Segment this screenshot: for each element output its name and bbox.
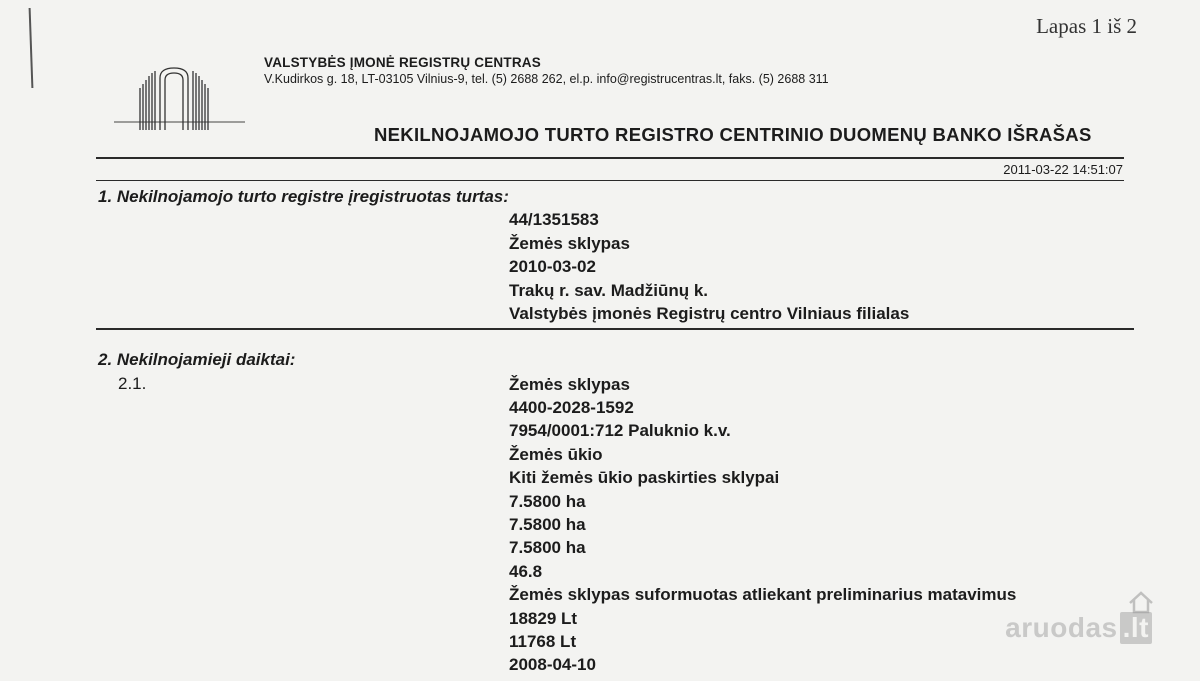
field-value: Kiti žemės ūkio paskirties sklypai bbox=[509, 468, 780, 488]
margin-pen-mark bbox=[29, 8, 34, 88]
document-title: NEKILNOJAMOJO TURTO REGISTRO CENTRINIO DUOMENŲ BANKO IŠRAŠAS bbox=[374, 124, 1092, 145]
field-value: Trakų r. sav. Madžiūnų k. bbox=[509, 280, 709, 300]
item-title: Žemės sklypas bbox=[509, 375, 630, 394]
page-counter: Lapas 1 iš 2 bbox=[1036, 14, 1137, 38]
field-value: Žemės sklypas bbox=[509, 233, 630, 253]
field-value: Žemės ūkio bbox=[509, 444, 603, 464]
field-value: 2010-03-02 bbox=[509, 257, 596, 276]
watermark-text: aruodas bbox=[1005, 612, 1118, 643]
organization-contacts: V.Kudirkos g. 18, LT-03105 Vilnius-9, tel. (5) 2688 262, el.p. info@registrucentras.lt, faks. (5) 2688 311 bbox=[264, 72, 829, 86]
field-value: 18829 Lt bbox=[509, 608, 578, 628]
field-value: 11768 Lt bbox=[509, 632, 577, 651]
field-value: 4400-2028-1592 bbox=[509, 398, 634, 417]
field-value: Valstybės įmonės Registrų centro Vilniaus filialas bbox=[509, 304, 910, 323]
field-value: 7.5800 ha bbox=[509, 491, 586, 511]
extract-timestamp: 2011-03-22 14:51:07 bbox=[1003, 162, 1123, 177]
field-value: 7.5800 ha bbox=[509, 538, 586, 558]
section-divider bbox=[96, 328, 1134, 330]
field-value: 44/1351583 bbox=[509, 210, 599, 229]
field-value: 7954/0001:712 Paluknio k.v. bbox=[509, 421, 731, 441]
section-1-heading: 1. Nekilnojamojo turto registre įregistruotas turtas: bbox=[98, 187, 509, 206]
organization-name: VALSTYBĖS ĮMONĖ REGISTRŲ CENTRAS bbox=[264, 55, 541, 70]
house-icon bbox=[1127, 590, 1155, 614]
field-value: 2008-04-10 bbox=[509, 655, 596, 675]
header-rule bbox=[96, 157, 1124, 159]
field-value: Žemės sklypas suformuotas atliekant preliminarius matavimus bbox=[509, 585, 1017, 605]
aruodas-watermark bbox=[1005, 612, 1152, 644]
timestamp-rule bbox=[96, 180, 1124, 181]
registru-centras-logo bbox=[112, 64, 247, 136]
field-value: 7.5800 ha bbox=[509, 515, 586, 534]
field-value: 46.8 bbox=[509, 561, 543, 581]
item-number: 2.1. bbox=[118, 374, 147, 393]
section-2-heading: 2. Nekilnojamieji daiktai: bbox=[98, 350, 296, 369]
watermark-domain: .lt bbox=[1120, 612, 1152, 644]
